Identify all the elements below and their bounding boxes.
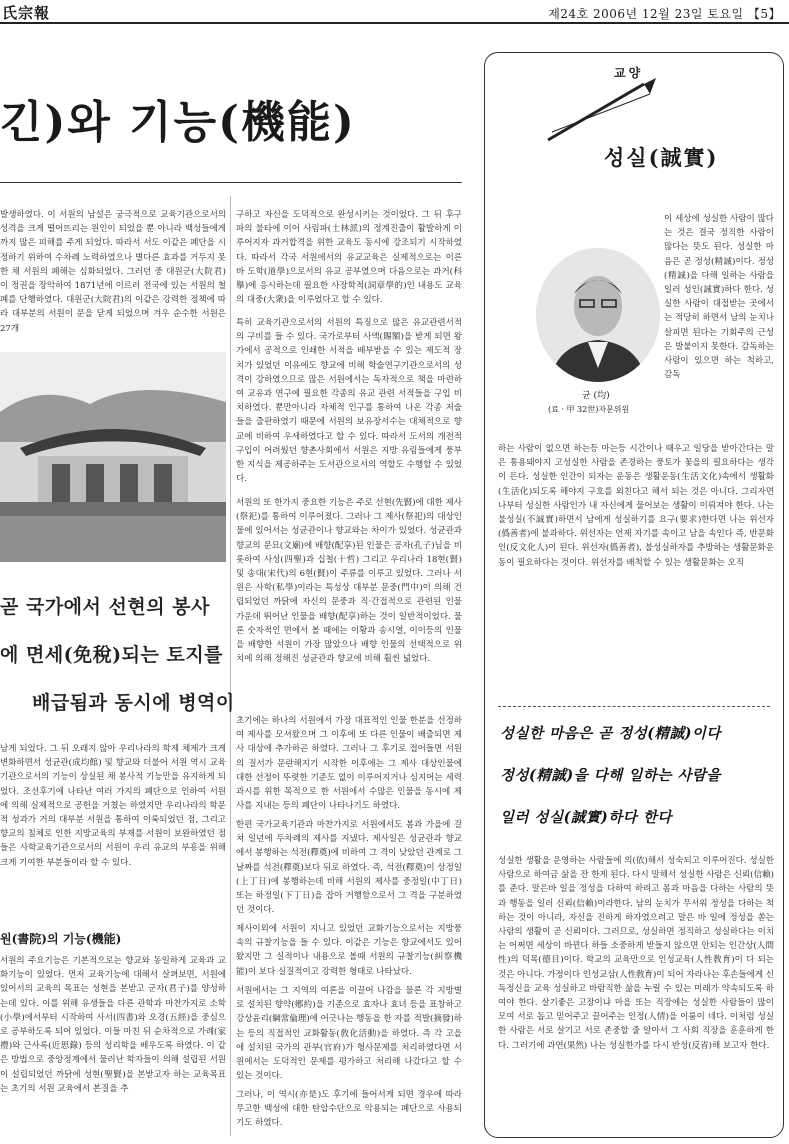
essay-quote-line-1: 성실한 마음은 곧 정성(精誠)이다 bbox=[500, 725, 721, 742]
column-divider bbox=[230, 196, 231, 1136]
article-headline: 긴)와 기능(機能) bbox=[0, 97, 356, 148]
essay-intro: 이 세상에 성실한 사람이 많다는 것은 결국 정직한 사람이 많다는 뜻도 된다. 성실한 마음은 곧 정성(精誠)이다. 정성(精誠)을 다해 일하는 사람을 일러 성인(誠實)하다 한다. 성실한 사람이 대접받는 곳에서는 적당히 하면서 남의 눈치나 살피면 된다는 기회주의 근성은 발붙이지 못한다. 감독하는 사람이 있으면 하는 척하고, 감독 bbox=[664, 214, 774, 381]
author-name: 균 (均) bbox=[582, 391, 610, 401]
essay-quote-line-3: 일러 성실(誠實)하다 한다 bbox=[500, 809, 672, 826]
article-text-b4: 초기에는 하나의 서원에서 가장 대표적인 인물 한분을 선정하여 제사를 모셔왔으며 그 이후에 또 다른 인물이 배출되면 제사 대상에 추가하곤 하였다. 그러나 그 후기로 접어들면 서원의 질서가 문란해지기 시작한 이후에는 그 제사 대상인물에 대한 선정이 뚜렷한 기준도 없이 이루어지거나 심지어는 세력과시를 위한 목적으로 한 서원에서 수많은 인물을 동시에 제사를 지내는 등의 폐단이 나타나기도 하였다. bbox=[236, 716, 462, 812]
article-text-a2: 남게 되었다. 그 뒤 오래지 않아 우리나라의 학제 체제가 크게 변화하면서 성균관(成均館) 및 향교와 더불어 서원 역시 교육기관으로서의 기능이 상실된 채 봉사적 기능만을 유지하게 되었다. 조선후기에 나타난 여러 가지의 폐단으로 인하여 서원에 의해 실제적으로 공헌을 거쳤는 하였지만 우리나라의 학문적 성과가 거의 대부분 서원을 통하여 이룩되었던 점, 그리고 향교의 침체로 인한 지방교육의 부재를 서원이 보완하였던 점들은 사학교육기관으로서의 서원이 우리 유교의 부흥을 위해 크게 기여한 부분들이라 할 수 있다. bbox=[0, 744, 226, 868]
headline-rule bbox=[0, 182, 462, 183]
seowon-building-illustration bbox=[0, 352, 226, 562]
essay-category: 교양 bbox=[614, 66, 644, 80]
article-text-a3: 서원의 주요기능은 기본적으로는 향교와 동일하게 교육과 교화기능이 있었다. 먼저 교육기능에 대해서 살펴보면, 서원에 있어서의 교육의 목표는 성현을 본받고 군자(君子)를 양성하는데 있다. 이를 위해 유생들을 다른 관학과 마찬가지로 소학(小學)에서부터 시작하여 사서(四書)와 오경(五經)을 중심으로 공부하도록 되어 있었다. 이들 마친 뒤 순차적으로 가례(家禮)와 근사록(近思錄) 등의 성리학을 배우도록 하였다. 이 같은 방법으로 중앙정계에서 물러난 학자들이 의해 설립된 서원이 설립되었던 까닭에 성현(聖賢)을 본받고자 하는 교육목표는 초기의 서원 교육에서 본질을 추 bbox=[0, 956, 226, 1094]
author-caption: (료 · 甲 32世)자문위원 bbox=[548, 405, 630, 414]
pull-quote-line-2: 에 면세(免稅)되는 토지를 bbox=[0, 644, 224, 666]
article-text-a1: 발생하였다. 이 서원의 남설은 궁극적으로 교육기관으로서의 성격을 크게 떨어뜨리는 원인이 되었을 뿐 아니라 백성들에게까지 많은 피해를 주게 되었다. 따라서 서도 이같은 폐단을 시정하기 위하여 수차례 노력하였으나 별다른 효과를 거두지 못한 채 서원의 폐해는 심화되었다. 그러던 중 대원군(大院君)이 정권을 장악하여 1871년에 이르러 전국에 있는 서원의 철폐를 단행하였다. 대원군(大院君)의 이같은 강력한 정책에 따라 대부분의 서원이 문을 닫게 되었으며 겨우 순수한 서원은 27개 bbox=[0, 210, 226, 334]
article-text-b1: 구하고 자신을 도덕적으로 완성시키는 것이었다. 그 뒤 후구파의 불타에 이어 사림파(士林派)의 정계진출이 활발하게 이루어지자 과거합격을 위한 교육도 동시에 강조되기 시작하였다. 따라서 각국 서원에서의 유교교육은 실제적으로는 이른 바 도학(道學)으로서의 유교 공부였으며 다음으로는 과거(科擧)에 응시하는데 필요한 사장학적(詞章學的)인 내용도 교육의 대중(大衆)을 이루었다고 할 수 있다. bbox=[236, 210, 462, 306]
pen-icon bbox=[540, 74, 660, 144]
newspaper-name: 氏宗報 bbox=[2, 4, 51, 22]
hanok-photo bbox=[0, 352, 226, 562]
essay-text-2: 성실한 생활을 운영하는 사람들에 의(依)해서 성숙되고 이루어진다. 성실한 사람으로 하여금 삶을 잔 한게 된다. 다시 말해서 성실한 사람은 신뢰(信賴)를 준다. 말은바 일을 정성을 다하여 하려고 몸과 마음을 다하는 사람의 뜻과 행동을 일러 신뢰(信賴)이라한다. 남의 눈치가 무서워 정성을 다하는 척 하는 것이 아니라, 자신을 진하게 하자였으려고 말은 바 일에 정성을 쏟는 사람의 생활이 곧 신뢰이다. 그러므로, 성실하면 정직하고 성실하다는 이치는 어쩌면 세상이 바뀐다 하들 소중하게 받들지 않으면 안되는 인간상(人間性)의 덕목(德目)이다. 학교의 교육만으로 인성교육(人性敎育)이 다 되는 것은 아니다. 가정이다 인성교삼(人性敎育)이 되어 자라나는 후손들에게 신독정신을 교육 성실하고 바람직한 삶을 누릴 수 있는 미래가 약속되도록 하여야 한다. 살기좋은 고장이냐 마을 또는 직장에는 성실한 사람들이 많이 모여 서로 돕고 믿어주고 끌어주는 인정(人情)을 이룸이 네다. 이처럼 성실한 사람은 서로 살기고 서로 존중할 줄 알아서 그 사회 직장을 훈훈하게 한다. 그러기에 과연(果然) 나는 성실한가를 다시 반성(反省)해 보고자 한다. bbox=[498, 856, 774, 1051]
article-text-b2: 특히 교육기관으로서의 서원의 특징으로 많은 유교관련서적의 구비를 들 수 있다. 국가로부터 사액(賜額)을 받게 되면 왕가에서 공적으로 인쇄한 서적을 배부받을 수 있는 제도적 장치가 있었던 이유에도 향교에 비해 학술연구기관으로서의 성격이 강하였으므로 많은 서원에서는 독자적으로 책을 마련하여 교유과 연구에 필요한 각종의 유교 관련 서적들을 구입 비치하였다. 뿐만아니라 자체적 인구를 통하여 나온 각종 저술들을 출판하였기 때문에 서원의 보유장서수는 대체적으로 향교에 비하여 우세하였다고 할 수 있다. 따라서 도서의 개전적 구입이 어려웠던 향촌사회에서 서원은 지방 유림들에게 풍부한 지식을 제공하주는 도서관으로서의 역할도 수행할 수 있었다. bbox=[236, 318, 462, 485]
article-text-b7: 서원에서는 그 지역의 여론을 이끌어 나감을 물론 각 지방별로 설치된 향약(鄕約)을 기준으로 효자나 효녀 등을 표창하고 강상윤리(綱常倫理)에 어긋나는 행동을 한 자를 적발(摘發)하는 등의 직접적인 교화활동(敎化活動)을 하였다. 즉 각 고을에 설치된 국가의 관부(官府)가 형사문제를 처리하였다면 서원에서는 도덕적인 문제를 평가하고 처리해 나갔다고 할 수 있는 것이다. bbox=[236, 986, 462, 1082]
quote-rule-top bbox=[498, 706, 770, 707]
issue-info: 제24호 2006년 12월 23일 토요일 【5】 bbox=[548, 7, 781, 21]
essay-text-1: 하는 사람이 없으면 하는등 마는등 시간이나 때우고 일당을 받아간다는 말은 통용돼야지 고성실한 사람을 존경하는 풍토가 꽃을의 필요하다는 생각이 든다. 성실한 인간이 되자는 운동은 생활운동(生活文化)속에서 생활화(生活化)되도록 해야지 구호를 외친다고 해서 되는 것은 아니다. 그리자면 나부터 성실한 사람인가 내 자신에게 물어보는 생활이 이뤄져야 한다. 나는 불성실(不誠實)하면서 남에게 성실하기를 요구(要求)한다면 나는 위선자(僞善者)에 불과하다. 위선자는 언제 자기를 속이고 남을 속인다 즉, 반문화인(反文化人)이 된다. 위선자(僞善者), 불성실하자를 추방하는 생활문화운동이 필요하다는 것이다. 위선자를 배척할 수 있는 생활문화는 오직 bbox=[498, 444, 774, 568]
essay-quote-line-2: 정성(精誠)을 다해 일하는 사람을 bbox=[500, 767, 721, 784]
article-subheading: 원(書院)의 기능(機能) bbox=[0, 932, 122, 946]
article-text-b8: 그러나, 이 역시(亦是)도 후기에 들어서게 되면 경우에 따라 무고한 백성에 대한 탄압수단으로 악용되는 폐단으로 사용되기도 하였다. bbox=[236, 1090, 462, 1129]
pull-quote-line-1: 곧 국가에서 선현의 봉사 bbox=[0, 596, 210, 618]
article-text-b6: 제사이외에 서원이 지니고 있었던 교화기능으로서는 지방풍속의 규찰기능을 들 수 있다. 이같은 기능은 향교에서도 있어 왔지만 그 실적이나 내용으로 볼때 서원의 규찰기능(糾察機能)이 보다 실질적이고 강력한 형태로 나타났다. bbox=[236, 924, 462, 977]
essay-title: 성실(誠實) bbox=[604, 145, 719, 170]
article-text-b3: 서원의 또 한가지 중요한 기능은 주로 선현(先賢)에 대한 제사(祭祀)를 통하여 이루어졌다. 그러나 그 제사(祭祀)의 대상인물에 있어서는 성균관이나 향교와는 차이가 있었다. 성균관과 향교의 문묘(文廟)에 배향(配享)된 인물은 공자(孔子)님을 비롯하여 사성(四聖)과 십철(十哲) 그리고 우리나라 18현(賢) 및 송대(宋代)의 6현(賢)이 주류를 이루고 있었다. 그러나 서원은 사학(私學)이라는 특성상 대부분 문중(門中)이 의해 건립되었던 까닭에 자신의 문중과 직·간접적으로 관련된 인물 가운데 뛰어난 인물을 배향(配享)하는 것이 일반적이었다. 물론 숫자적인 면에서 볼 때에는 이황과 송시열, 이이등의 인물을 배향한 서원이 가장 많았으나 배향 인물의 선택적으로 위치에 의해 정해진 성균관과 향교에 비해 훨씬 넓었다. bbox=[236, 498, 462, 665]
author-photo-illustration bbox=[536, 248, 660, 382]
pull-quote-line-3: 배급됨과 동시에 병역이 bbox=[32, 692, 235, 714]
author-portrait bbox=[536, 248, 660, 382]
article-text-b5: 한편 국가교육기관과 마찬가지로 서원에서도 봄과 가을에 걸쳐 일년에 두차례의 제사를 지냈다. 제사일은 성균관과 향교에서 봉행하는 석전(釋奠)에 비하여 그 격이 낮았던 관계로 그 날짜를 석전(釋奠)보다 뒤로 하였다. 즉, 석전(釋奠)이 상정일(上丁日)에 봉행하는데 비해 서원의 제사를 중정일(中丁日) 또는 하정일(下丁日)을 잡아 거행함으로서 그 격을 구분하였던 것이다. bbox=[236, 820, 462, 916]
